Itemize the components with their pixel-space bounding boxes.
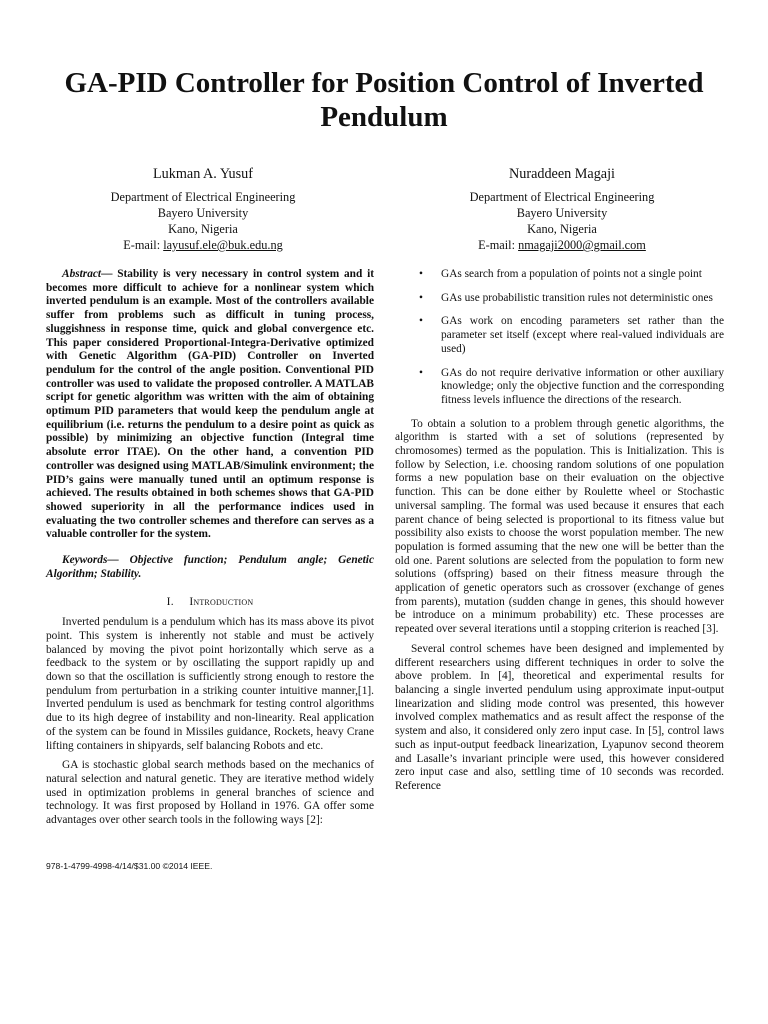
bullet-icon: • <box>419 291 423 304</box>
author-name: Lukman A. Yusuf <box>153 166 253 182</box>
list-item <box>395 315 724 356</box>
author-department: Department of Electrical Engineering <box>110 190 296 204</box>
related-work-paragraph: Several control schemes have been designed and implemented by different researchers using different techniques in order to solve the above problem. In [4], theoretical and experimental results for balancing a single inverted pendulum using approximate input-output linearization and sliding mode control was presented, this however involved complex mathematics and as result affect the response of the system and also, it considered only zero input case. In [5], control laws such as input-output feedback linearization, Lyapunov second theorem and Lasalle’s invariant principle were used, this however considered zero input case and also, settling time of 10 seconds was recorded. Reference <box>395 642 724 792</box>
bullet-icon: • <box>419 315 423 328</box>
copyright-footnote: 978-1-4799-4998-4/14/$31.00 ©2014 IEEE. <box>46 861 213 871</box>
keywords-text: Objective function; Pendulum angle; Genetic Algorithm; Stability. <box>46 554 374 580</box>
author-university: Bayero University <box>157 206 249 220</box>
ga-procedure-paragraph: To obtain a solution to a problem through genetic algorithms, the algorithm is started with a set of solutions (represented by chromosomes) termed as the population. This is Initialization. This is follow by Selection, i.e. choosing random solutions of one population forms a new population base on their evaluation on the objective function. This can be done either by Roulette wheel or Stochastic universal sampling. The formal was used because it ensures that each parent chance of being selected is proportional to its fitness value but possibility also exists to choose the worst population member. The new population is formed assuming that the new one will be better than the old one. Parent solutions are selected from the population to form new solutions (offspring) based on their fitness measure through the application of genetic operators such as crossover (exchange of genes from parents), mutation (sudden change in genes, this should however be introduce on a minimum probability) etc. These processes are repeated over several iterations until a stopping criterion is reached [3]. <box>395 417 724 636</box>
section-number: I. <box>166 595 174 609</box>
list-item-text: GAs work on encoding parameters set rather than the parameter set itself (except where real-valued individuals are used) <box>441 315 724 355</box>
keywords-lead: Keywords <box>62 554 108 567</box>
abstract-text: Stability is very necessary in control system and it becomes more difficult to achieve for a nonlinear system which inverted pendulum is an example. Most of the controllers available suffer from problems such as difficult in tuning process, sluggishness in response time, quick and global convergence etc. This paper considered Proportional-Integra-Derivative optimized with Genetic Algorithm (GA-PID) Controller on Inverted pendulum for the control of the angle position. Conventional PID controller was used to validate the proposed controller. A MATLAB script for genetic algorithm was written with the aim of obtaining optimum PID parameters that would keep the pendulum angle at equilibrium (i.e. returns the pendulum to a desire point as quick as possible) by minimizing an objective function (Integral time absolute error ITAE). On the other hand, a convention PID controller was designed using MATLAB/Simulink environment; the PID’s gains were manually tuned until an optimum response is achieved. The results obtained in both schemes shows that GA-PID showed superiority in all the performance indices used in evaluating the two controller schemes and therefore can serves as a valuable controller for the system. <box>46 268 374 541</box>
list-item <box>395 367 724 408</box>
author-email-line <box>432 237 692 253</box>
author-location: Kano, Nigeria <box>527 222 597 236</box>
author-name: Nuraddeen Magaji <box>509 166 615 182</box>
abstract <box>46 268 374 542</box>
keywords-dash: — <box>107 554 130 567</box>
bullet-icon: • <box>419 268 423 280</box>
paper-title: GA-PID Controller for Position Control of Inverted Pendulum <box>64 67 704 133</box>
author-block-2 <box>432 166 692 253</box>
keywords <box>46 554 374 581</box>
list-item-text: GAs do not require derivative information or other auxiliary knowledge; only the objective function and the corresponding fitness levels influence the directions of the research. <box>441 366 724 406</box>
author-email-link[interactable]: nmagaji2000@gmail.com <box>518 238 646 252</box>
section-title: Introduction <box>189 595 254 609</box>
author-email-link[interactable]: layusuf.ele@buk.edu.ng <box>163 238 283 252</box>
author-email-label: E-mail: <box>478 238 519 252</box>
intro-paragraph-1: Inverted pendulum is a pendulum which has its mass above its pivot point. This system is inherently not stable and must be actively balanced by moving the pivot point horizontally which serve as a feedback to the system or by oscillating the support rapidly up and down so that the oscillation is sufficiently strong enough to restore the pendulum from perturbation in a striking counter intuitive manner,[1]. Inverted pendulum is used as benchmark for testing control algorithms due to its high degree of instability and non-linearity. Real application of the system can be found in Missiles guidance, Rockets, heavy Crane lifting containers in shipyards, self balancing Robots and etc. <box>46 616 374 752</box>
section-heading-introduction <box>46 595 374 609</box>
author-email-line <box>73 237 333 253</box>
abstract-dash: — <box>101 268 118 280</box>
intro-paragraph-2: GA is stochastic global search methods based on the mechanics of natural selection and natural genetic. They are iterative method widely used in optimization problems in general branches of science and technology. It was first proposed by Holland in 1976. GA offer some advantages over other search tools in the following ways [2]: <box>46 759 374 827</box>
list-item-text: GAs search from a population of points not a single point <box>441 268 702 280</box>
author-block-1 <box>73 166 333 253</box>
author-department: Department of Electrical Engineering <box>469 190 655 204</box>
right-column <box>395 268 724 800</box>
left-column <box>46 268 374 834</box>
abstract-lead: Abstract <box>62 268 102 280</box>
list-item-text: GAs use probabilistic transition rules not deterministic ones <box>441 291 713 304</box>
list-item <box>395 292 724 306</box>
author-university: Bayero University <box>516 206 608 220</box>
bullet-icon: • <box>419 366 423 379</box>
list-item <box>395 268 724 282</box>
ga-advantages-list <box>395 268 724 408</box>
author-email-label: E-mail: <box>123 238 164 252</box>
author-location: Kano, Nigeria <box>168 222 238 236</box>
